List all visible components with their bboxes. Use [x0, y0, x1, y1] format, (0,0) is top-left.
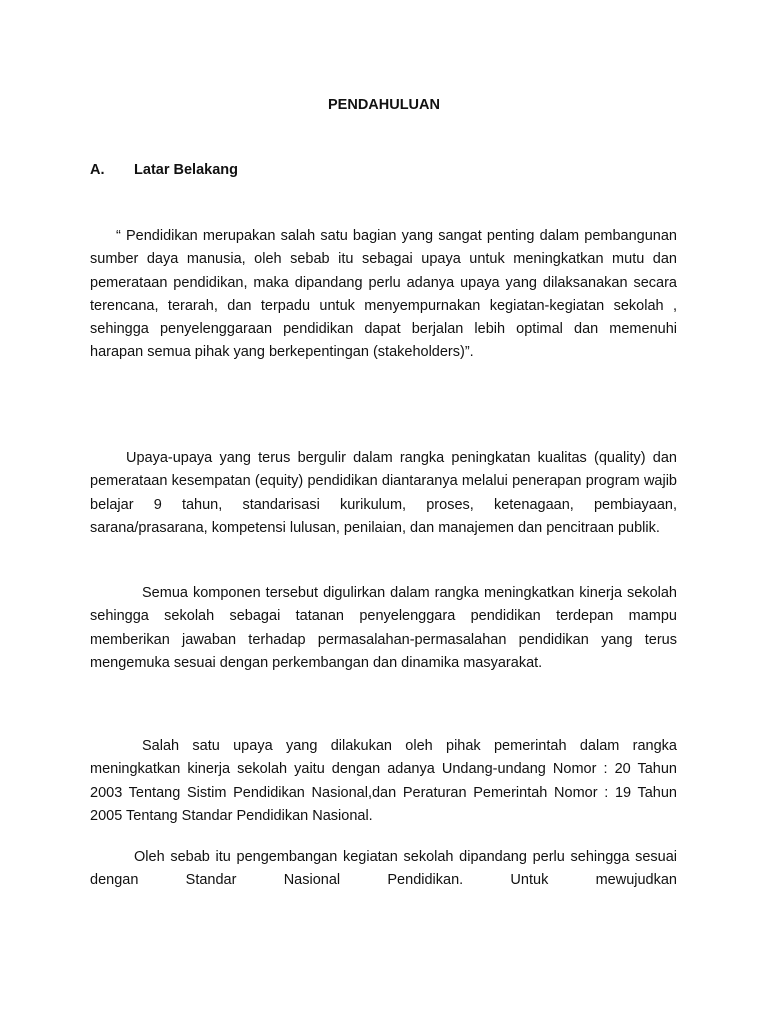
- page-title: PENDAHULUAN: [328, 97, 440, 113]
- paragraph-1: “ Pendidikan merupakan salah satu bagian yang sangat penting dalam pembangunan sumber daya manusia, oleh sebab itu sebagai upaya untuk meningkatkan mutu dan pemerataan pendidikan, maka dipandang perlu adanya upaya yang dilaksanakan secara terencana, terarah, dan terpadu untuk menyempurnakan kegiatan-kegiatan sekolah , sehingga penyelenggaraan pendidikan dapat berjalan lebih optimal dan memenuhi harapan semua pihak yang berkepentingan (stakeholders)”.: [90, 228, 677, 361]
- section-heading: [90, 162, 238, 178]
- section-number: A.: [90, 162, 105, 178]
- paragraph-3: Semua komponen tersebut digulirkan dalam rangka meningkatkan kinerja sekolah sehingga sekolah sebagai tatanan penyelenggara pendidikan terdepan mampu memberikan jawaban terhadap permasalahan-permasalahan pendidikan yang terus mengemuka sesuai dengan perkembangan dan dinamika masyarakat.: [90, 585, 677, 671]
- paragraph-4: Salah satu upaya yang dilakukan oleh pihak pemerintah dalam rangka meningkatkan kinerja sekolah yaitu dengan adanya Undang-undang Nomor : 20 Tahun 2003 Tentang Sistim Pendidikan Nasional,dan Peraturan Pemerintah Nomor : 19 Tahun 2005 Tentang Standar Pendidikan Nasional.: [90, 738, 677, 824]
- paragraph-2: Upaya-upaya yang terus bergulir dalam rangka peningkatan kualitas (quality) dan pemerataan kesempatan (equity) pendidikan diantaranya melalui penerapan program wajib belajar 9 tahun, standarisasi kurikulum, proses, ketenagaan, pembiayaan, sarana/prasarana, kompetensi lulusan, penilaian, dan manajemen dan pencitraan publik.: [90, 450, 677, 536]
- paragraph-5: Oleh sebab itu pengembangan kegiatan sekolah dipandang perlu sehingga sesuai dengan Standar Nasional Pendidikan. Untuk mewujudkan: [90, 849, 677, 889]
- section-title: Latar Belakang: [134, 162, 238, 178]
